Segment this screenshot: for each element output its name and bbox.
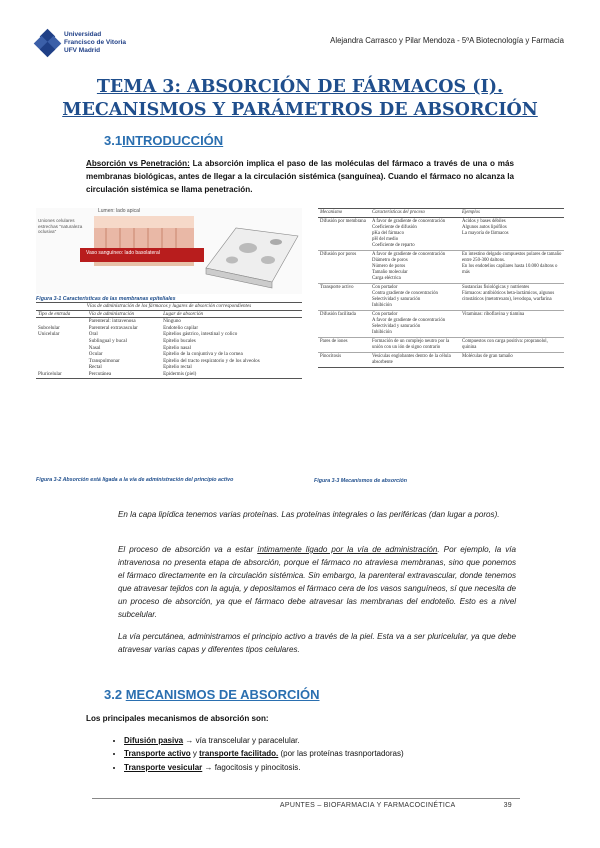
table-cell bbox=[36, 358, 87, 365]
table-cell: Ninguno bbox=[163, 318, 181, 325]
table-cell bbox=[36, 345, 87, 352]
table-cell: Con portador A favor de gradiente de concentración Selectividad y saturación Inhibición bbox=[370, 311, 460, 338]
intro-text: La absorción implica el paso de las moléculas del fármaco a través de una o más membranas biológicas, antes de llegar a la circulación sistémica (sanguínea). Cuando el fármaco no alcanza la circulación sistémica se llama penetración. bbox=[86, 159, 514, 194]
table-cell: Vitaminas: riboflavina y tiamina bbox=[460, 311, 564, 338]
mechanism-detail: (por las proteínas trasnportadoras) bbox=[278, 749, 404, 759]
mechanism-name: Difusión pasiva bbox=[124, 736, 184, 745]
table-cell: Con portador Contra gradiente de concentración Selectividad y saturación Inhibición bbox=[370, 284, 460, 311]
label-tight-junctions: Uniones celulares estrechas "naturaleza oclusiva" bbox=[38, 218, 83, 234]
table-cell: Epitelio del tracto respiratorio y de los alveolos bbox=[163, 357, 260, 364]
table-cell: Sublingual y bucal bbox=[88, 337, 127, 344]
table-cell: Parenteral extravascular bbox=[88, 324, 138, 331]
table-cell: Epitelio nasal bbox=[163, 344, 191, 351]
table-row bbox=[36, 331, 302, 338]
logo-line-3: UFV Madrid bbox=[64, 47, 101, 54]
table-cell: Moléculas de gran tamaño bbox=[460, 353, 564, 368]
table-cell: Pares de iones bbox=[318, 338, 370, 353]
table-row bbox=[36, 345, 302, 352]
table-row bbox=[36, 351, 302, 358]
table-row bbox=[36, 338, 302, 345]
table-cell: Difusión por membrana bbox=[318, 218, 370, 251]
table-cell: Epitelios gástrico, intestinal y colico bbox=[163, 331, 238, 338]
list-item bbox=[124, 761, 524, 774]
header-authors: Alejandra Carrasco y Pilar Mendoza - 5ºA Biotecnología y Farmacia bbox=[330, 36, 564, 45]
table-row bbox=[36, 364, 302, 371]
mechanism-name: transporte facilitado. bbox=[199, 749, 279, 759]
table-row bbox=[318, 338, 564, 353]
table-header: Ejemplos bbox=[460, 209, 564, 218]
p2-underlined: íntimamente ligado por la vía de administración bbox=[257, 545, 438, 554]
table-row bbox=[36, 371, 302, 378]
table-cell: Percutánea bbox=[87, 371, 161, 378]
table-cell: Ocular bbox=[88, 351, 103, 358]
table-cell: Difusión por poros bbox=[318, 251, 370, 284]
table-2-title: Vías de administración de los fármacos y lugares de absorción correspondientes bbox=[36, 303, 302, 311]
list-item bbox=[124, 734, 524, 747]
table-cell: Formación de un complejo neutro por la unión con un ión de signo contrario bbox=[370, 338, 460, 353]
section-label: MECANISMOS DE ABSORCIÓN bbox=[125, 687, 320, 702]
table-header: Lugar de absorción bbox=[161, 310, 302, 318]
table-row bbox=[36, 318, 302, 325]
table-cell: Pluricelular bbox=[36, 371, 87, 378]
section-number: 3.2 bbox=[104, 687, 123, 702]
table-cell: Nasal bbox=[88, 344, 101, 351]
page-number: 39 bbox=[503, 802, 512, 809]
logo-line-1: Universidad bbox=[64, 31, 102, 38]
list-item bbox=[124, 747, 524, 760]
title-line-2: MECANISMOS Y PARÁMETROS DE ABSORCIÓN bbox=[62, 100, 538, 120]
table-cell bbox=[36, 338, 87, 345]
table-header: Vía de administración bbox=[87, 310, 161, 318]
mechanism-name: Transporte vesicular bbox=[124, 762, 203, 772]
mechanism-joiner: y bbox=[190, 749, 200, 759]
body-paragraph-3: La vía percutánea, administramos el principio activo a través de la piel. Esta va a ser pluricelular, ya que debe atravesar varias capas y diferentes tipos celulares. bbox=[118, 632, 516, 654]
table-header: Tipo de entrada bbox=[36, 310, 87, 318]
table-row bbox=[36, 325, 302, 332]
cell-layer bbox=[94, 228, 194, 248]
mechanism-detail: → vía transcelular y paracelular. bbox=[183, 736, 300, 745]
intro-lead: Absorción vs Penetración: bbox=[86, 159, 190, 168]
table-row bbox=[36, 358, 302, 365]
p2-rest: . Por ejemplo, la vía intravenosa no presenta etapa de absorción, porque el fármaco no atraviesa membranas, sino que ponemos el fármaco directamente en la circulación sistémica. Sin embargo, la parenteral extravascular, donde tenemos que atravesar tejidos con la aguja, y depositamos el fármaco cera de los vasos sanguíneos, sí que necesita de un proceso de absorción, ya que el fármaco debe atravesar las membranas del endotelio. Esto es a nivel subcelular. bbox=[118, 545, 517, 619]
title-line-1: TEMA 3: ABSORCIÓN DE FÁRMACOS (I). bbox=[96, 77, 504, 97]
table-cell: Pinocitosis bbox=[318, 353, 370, 368]
table-cell bbox=[36, 351, 87, 358]
table-row bbox=[318, 284, 564, 311]
apical-lumen bbox=[94, 216, 194, 228]
table-cell bbox=[36, 364, 87, 371]
ufv-logo-icon bbox=[36, 31, 60, 55]
table-cell: Ácidos y bases débiles Algunos autos lipófilos La mayoría de fármacos bbox=[460, 218, 564, 251]
table-cell: Oral bbox=[88, 331, 98, 338]
mechanism-name: Transporte activo bbox=[124, 749, 191, 759]
table-header: Mecanismo bbox=[318, 209, 370, 218]
table-cell: Rectal bbox=[88, 364, 102, 371]
table-row bbox=[318, 353, 564, 368]
mechanisms-intro: Los principales mecanismos de absorción son: bbox=[86, 714, 269, 723]
table-cell: Epidermis (piel) bbox=[161, 371, 302, 378]
university-logo bbox=[36, 28, 134, 58]
figure-3-caption: Figura 3-3 Mecanismos de absorción bbox=[314, 478, 408, 484]
table-cell: Sustancias fisiológicas y nutrientes Fármacos: antibióticos beta-lactámicos, algunos citostáticos (metotrexato), levodopa, warfarina bbox=[460, 284, 564, 311]
table-cell bbox=[36, 318, 87, 325]
table-cell: Difusión facilitada bbox=[318, 311, 370, 338]
page-footer bbox=[232, 802, 512, 809]
body-paragraph-1: En la capa lipídica tenemos varias proteínas. Las proteínas integrales o las periféricas (dan lugar a poros). bbox=[118, 510, 500, 519]
mechanisms-list bbox=[104, 734, 524, 774]
table-cell: Endotelio capilar bbox=[163, 324, 199, 331]
intro-paragraph bbox=[86, 157, 514, 196]
logo-line-2: Francisco de Vitoria bbox=[64, 39, 127, 46]
section-heading-introduccion bbox=[104, 133, 223, 148]
table-row bbox=[318, 251, 564, 284]
figure-epithelial-membrane bbox=[36, 208, 302, 294]
table-cell: Unicelular bbox=[38, 331, 60, 338]
label-apical: Lumen: lado apical bbox=[98, 208, 140, 214]
mechanism-detail: → fagocitosis y pinocitosis. bbox=[202, 762, 301, 772]
absorption-mechanisms-table bbox=[318, 208, 564, 368]
section-label: INTRODUCCIÓN bbox=[122, 133, 224, 148]
administration-routes-table bbox=[36, 302, 302, 379]
section-number: 3.1 bbox=[104, 133, 123, 148]
table-row bbox=[318, 311, 564, 338]
table-cell: Subcelular bbox=[38, 324, 60, 331]
table-row bbox=[318, 218, 564, 251]
table-cell: Transpulmonar bbox=[88, 357, 120, 364]
figure-2-caption: Figura 3-2 Absorción está ligada a la vía de administración del principio activo bbox=[36, 477, 234, 483]
footer-divider bbox=[92, 798, 520, 799]
table-cell: Transporte activo bbox=[318, 284, 370, 311]
label-basolateral: Vaso sanguíneo: lado basolateral bbox=[86, 250, 160, 256]
table-cell: Parenteral: intravenosa bbox=[88, 318, 136, 325]
membrane-3d-icon bbox=[206, 228, 298, 288]
table-cell: Epitelio bucales bbox=[163, 337, 196, 344]
footer-text: APUNTES – BIOFARMACIA Y FARMACOCINÉTICA bbox=[279, 802, 456, 809]
table-header: Características del proceso bbox=[370, 209, 460, 218]
table-cell: A favor de gradiente de concentración Diámetro de poros Número de poros Tamaño molecular Carga eléctrica bbox=[370, 251, 460, 284]
figure-1-caption: Figura 3-1 Características de las membranas epiteliales bbox=[36, 296, 176, 302]
table-cell: En intestino delgado compuestos polares de tamaño entre 250-300 daltons. En los endotelios capilares hasta 10.000 daltons o más bbox=[460, 251, 564, 284]
body-paragraph-2 bbox=[118, 543, 516, 621]
page-title bbox=[60, 76, 540, 122]
table-cell: Epitelio rectal bbox=[163, 364, 192, 371]
p2-start: El proceso de absorción va a estar bbox=[118, 545, 258, 554]
table-cell: Compuestos con carga positiva: propranolol, quinina bbox=[460, 338, 564, 353]
table-cell: Vesículas englobantes dentro de la célula absorbente bbox=[370, 353, 460, 368]
table-cell: A favor de gradiente de concentración Coeficiente de difusión pKa del fármaco pH del medio Coeficiente de reparto bbox=[370, 218, 460, 251]
section-heading-mecanismos bbox=[104, 687, 320, 702]
table-cell: Epitelio de la conjuntiva y de la cornea bbox=[163, 351, 243, 358]
